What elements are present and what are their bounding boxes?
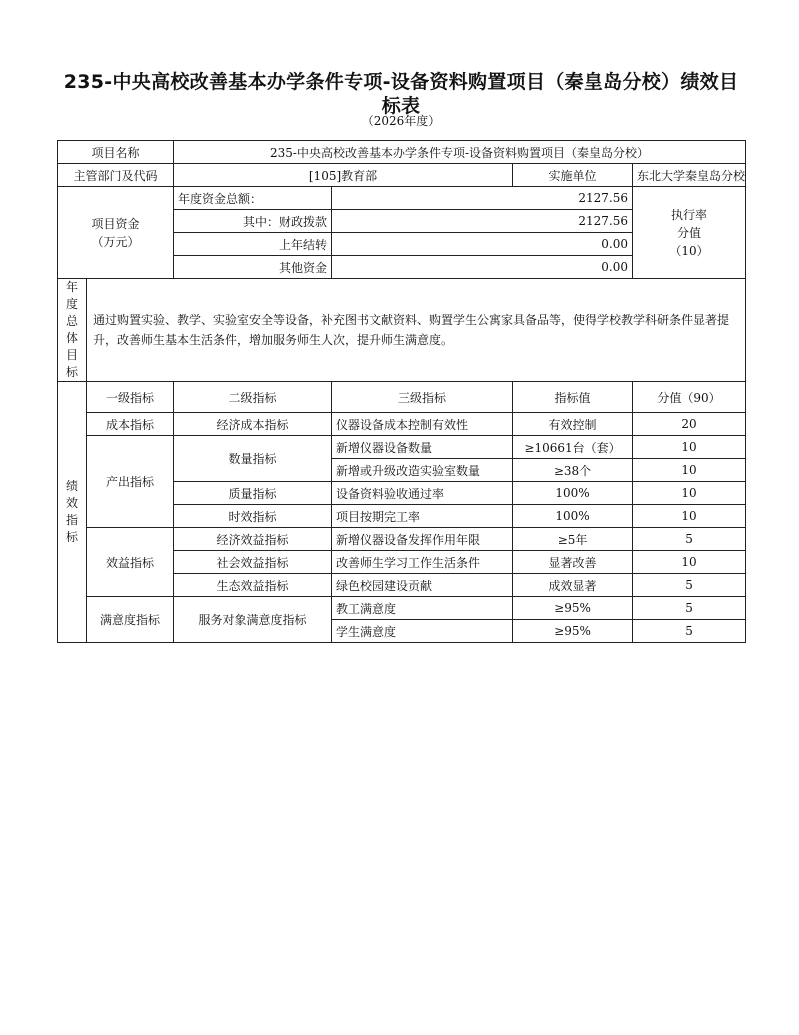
score-cell: 10 xyxy=(633,436,746,459)
value-cell: ≥10661台（套） xyxy=(513,436,633,459)
goal-label-char: 目 xyxy=(65,348,78,362)
value-cell: ≥5年 xyxy=(513,528,633,551)
table-row xyxy=(58,597,746,620)
fund-item-label: 其他资金 xyxy=(174,256,332,279)
level2-cell: 经济效益指标 xyxy=(174,528,332,551)
level2-cell: 社会效益指标 xyxy=(174,551,332,574)
score-cell: 10 xyxy=(633,505,746,528)
level3-cell: 教工满意度 xyxy=(332,597,513,620)
section-label-char: 指 xyxy=(65,513,78,527)
score-cell: 5 xyxy=(633,528,746,551)
fund-item-value: 2127.56 xyxy=(332,210,633,233)
score-cell: 5 xyxy=(633,597,746,620)
level2-cell: 经济成本指标 xyxy=(174,413,332,436)
table-row xyxy=(58,436,746,459)
score-cell: 5 xyxy=(633,574,746,597)
fund-item-value: 0.00 xyxy=(332,256,633,279)
page-title: 235-中央高校改善基本办学条件专项-设备资料购置项目（秦皇岛分校）绩效目标表 xyxy=(63,71,739,117)
dept-row xyxy=(58,164,746,187)
level3-cell: 新增仪器设备数量 xyxy=(332,436,513,459)
level3-cell: 项目按期完工率 xyxy=(332,505,513,528)
goal-label-char: 度 xyxy=(65,297,78,311)
goal-label-char: 总 xyxy=(65,314,78,328)
indicator-header-row xyxy=(58,382,746,413)
level2-cell: 质量指标 xyxy=(174,482,332,505)
score-cell: 5 xyxy=(633,620,746,643)
section-label-char: 标 xyxy=(65,530,78,544)
fund-item-label: 上年结转 xyxy=(174,233,332,256)
level1-cell: 满意度指标 xyxy=(87,597,174,643)
level3-cell: 学生满意度 xyxy=(332,620,513,643)
level2-cell: 数量指标 xyxy=(174,436,332,482)
score-cell: 20 xyxy=(633,413,746,436)
funds-row xyxy=(58,187,746,210)
year-subtitle: （2026年度） xyxy=(361,114,441,128)
value-cell: 100% xyxy=(513,505,633,528)
level1-cell: 效益指标 xyxy=(87,528,174,597)
unit-value: 东北大学秦皇岛分校 xyxy=(633,164,746,187)
score-cell: 10 xyxy=(633,482,746,505)
section-label-char: 效 xyxy=(65,496,78,510)
score-cell: 10 xyxy=(633,459,746,482)
goal-label xyxy=(58,279,87,382)
header-level3: 三级指标 xyxy=(332,382,513,413)
header-score: 分值（90） xyxy=(633,382,746,413)
table-row xyxy=(58,528,746,551)
dept-value: [105]教育部 xyxy=(174,164,513,187)
value-cell: ≥95% xyxy=(513,597,633,620)
execution-rate-line2: 分值 xyxy=(677,225,702,240)
goal-label-char: 体 xyxy=(65,331,78,345)
level1-cell: 产出指标 xyxy=(87,436,174,528)
value-cell: 成效显著 xyxy=(513,574,633,597)
unit-label: 实施单位 xyxy=(513,164,633,187)
level3-cell: 改善师生学习工作生活条件 xyxy=(332,551,513,574)
level2-cell: 时效指标 xyxy=(174,505,332,528)
value-cell: ≥95% xyxy=(513,620,633,643)
fund-item-label: 其中：财政拨款 xyxy=(174,210,332,233)
level3-cell: 设备资料验收通过率 xyxy=(332,482,513,505)
project-name-row xyxy=(58,141,746,164)
level3-cell: 绿色校园建设贡献 xyxy=(332,574,513,597)
goal-row xyxy=(58,279,746,382)
level1-cell: 成本指标 xyxy=(87,413,174,436)
level2-cell: 服务对象满意度指标 xyxy=(174,597,332,643)
score-cell: 10 xyxy=(633,551,746,574)
table-row xyxy=(58,413,746,436)
value-cell: ≥38个 xyxy=(513,459,633,482)
level3-cell: 新增仪器设备发挥作用年限 xyxy=(332,528,513,551)
value-cell: 有效控制 xyxy=(513,413,633,436)
goal-text: 通过购置实验、教学、实验室安全等设备，补充图书文献资料、购置学生公寓家具备品等，使得学校教学科研条件显著提升，改善师生基本生活条件，增加服务师生人次，提升师生满意度。 xyxy=(87,279,746,382)
goal-label-char: 标 xyxy=(65,365,78,379)
execution-rate-line3: （10） xyxy=(669,243,709,258)
header-value: 指标值 xyxy=(513,382,633,413)
level3-cell: 仪器设备成本控制有效性 xyxy=(332,413,513,436)
funds-label-line1: 项目资金 xyxy=(91,216,140,231)
header-level1: 一级指标 xyxy=(87,382,174,413)
goal-label-char: 年 xyxy=(65,280,78,294)
execution-rate-cell xyxy=(633,187,746,279)
section-label-char: 绩 xyxy=(65,479,78,493)
project-name-value: 235-中央高校改善基本办学条件专项-设备资料购置项目（秦皇岛分校） xyxy=(174,141,746,164)
value-cell: 100% xyxy=(513,482,633,505)
value-cell: 显著改善 xyxy=(513,551,633,574)
performance-table xyxy=(57,140,746,643)
level2-cell: 生态效益指标 xyxy=(174,574,332,597)
fund-item-value: 0.00 xyxy=(332,233,633,256)
fund-item-value: 2127.56 xyxy=(332,187,633,210)
level3-cell: 新增或升级改造实验室数量 xyxy=(332,459,513,482)
execution-rate-line1: 执行率 xyxy=(671,207,708,222)
funds-label xyxy=(58,187,174,279)
project-name-label: 项目名称 xyxy=(58,141,174,164)
header-level2: 二级指标 xyxy=(174,382,332,413)
funds-label-line2: （万元） xyxy=(91,234,140,249)
dept-label: 主管部门及代码 xyxy=(58,164,174,187)
indicators-section-label xyxy=(58,382,87,643)
fund-item-label: 年度资金总额： xyxy=(174,187,332,210)
